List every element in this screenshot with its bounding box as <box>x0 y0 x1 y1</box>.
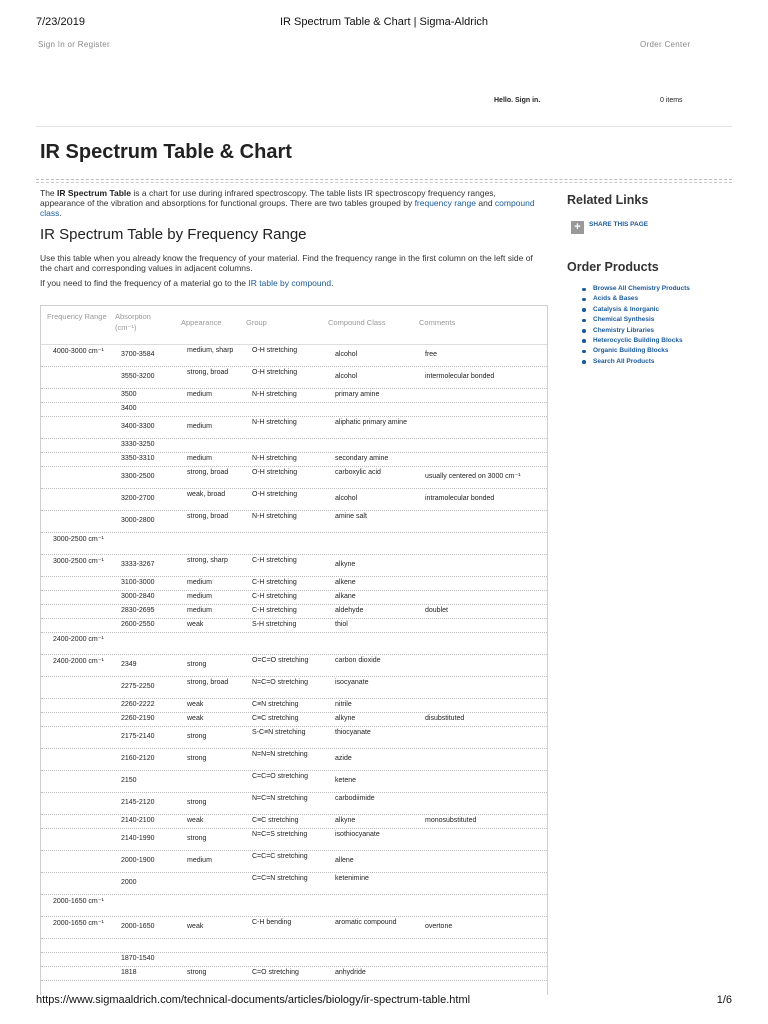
compound-class-cell: carbon dioxide <box>335 657 381 664</box>
frequency-range-cell: 2000-1650 cm⁻¹ <box>53 898 104 905</box>
table-row <box>41 366 547 389</box>
table-row <box>41 654 547 677</box>
order-products-item[interactable]: Heterocyclic Building Blocks <box>579 336 690 346</box>
appearance-cell: medium <box>187 579 212 586</box>
table-row <box>41 618 547 633</box>
print-title: IR Spectrum Table & Chart | Sigma-Aldrich <box>279 16 489 28</box>
group-cell: O-H stretching <box>252 347 298 354</box>
table-row <box>41 894 547 917</box>
group-cell: N=C=S stretching <box>252 831 308 838</box>
absorption-cell: 3550-3200 <box>121 373 155 380</box>
header-appearance: Appearance <box>181 318 222 327</box>
absorption-cell: 2175-2140 <box>121 733 155 740</box>
order-center-link[interactable]: Order Center <box>640 40 691 49</box>
absorption-cell: 2150 <box>121 777 137 784</box>
group-cell: S-C≡N stretching <box>252 729 306 736</box>
absorption-cell: 3000-2800 <box>121 517 155 524</box>
table-row <box>41 814 547 829</box>
table-row <box>41 590 547 605</box>
group-cell: N=C=N stretching <box>252 795 308 802</box>
appearance-cell: medium <box>187 607 212 614</box>
signin-link[interactable]: Sign In or Register <box>38 40 110 49</box>
table-row <box>41 488 547 511</box>
table-row <box>41 402 547 417</box>
compound-class-cell: anhydride <box>335 969 366 976</box>
comments-cell: disubstituted <box>425 715 465 722</box>
table-row <box>41 676 547 699</box>
absorption-cell: 2000 <box>121 879 137 886</box>
appearance-cell: strong, broad <box>187 679 229 686</box>
absorption-cell: 1818 <box>121 969 137 976</box>
group-cell: C-H bending <box>252 919 292 926</box>
appearance-cell: weak, broad <box>187 491 226 498</box>
plus-icon[interactable]: + <box>571 221 584 234</box>
compound-class-cell: alcohol <box>335 351 358 358</box>
table-row <box>41 916 547 939</box>
share-page-link[interactable]: SHARE THIS PAGE <box>589 221 649 228</box>
frequency-range-cell: 4000-3000 cm⁻¹ <box>53 348 104 355</box>
group-cell: N-H stretching <box>252 513 297 520</box>
group-cell: N=C=O stretching <box>252 679 309 686</box>
compound-class-cell: aliphatic primary amine <box>335 419 407 426</box>
compound-note: If you need to find the frequency of a material go to the IR table by compound. <box>40 278 334 288</box>
hello-signin-link[interactable]: Hello. Sign in. <box>494 97 541 104</box>
absorption-cell: 2830-2695 <box>121 607 155 614</box>
appearance-cell: weak <box>187 715 204 722</box>
usage-paragraph: Use this table when you already know the frequency of your material. Find the frequency range in the first column on the left side of the chart and corresponding values in adjacent columns. <box>40 253 533 273</box>
compound-class-cell: thiocyanate <box>335 729 371 736</box>
order-products-list <box>579 284 690 367</box>
table-row <box>41 452 547 467</box>
title-divider-bottom <box>36 182 732 183</box>
table-row <box>41 554 547 577</box>
frequency-range-link[interactable]: frequency range <box>414 198 476 208</box>
group-cell: C=O stretching <box>252 969 299 976</box>
appearance-cell: weak <box>187 817 204 824</box>
compound-class-cell: allene <box>335 857 354 864</box>
comments-cell: overtone <box>425 923 453 930</box>
table-row <box>41 388 547 403</box>
comments-cell: monosubstituted <box>425 817 477 824</box>
table-row <box>41 770 547 793</box>
print-url[interactable]: https://www.sigmaaldrich.com/technical-documents/articles/biology/ir-spectrum-table.html <box>36 994 471 1006</box>
comments-cell: intramolecular bonded <box>425 495 495 502</box>
appearance-cell: medium <box>187 391 212 398</box>
appearance-cell: strong <box>187 733 207 740</box>
order-products-item[interactable]: Organic Building Blocks <box>579 346 690 356</box>
table-row <box>41 748 547 771</box>
appearance-cell: strong <box>187 799 207 806</box>
absorption-cell: 2160-2120 <box>121 755 155 762</box>
absorption-cell: 3330-3250 <box>121 441 155 448</box>
compound-class-cell: isocyanate <box>335 679 369 686</box>
group-cell: O-H stretching <box>252 491 298 498</box>
compound-class-link[interactable]: compound class <box>40 198 535 218</box>
print-page-number: 1/6 <box>716 994 732 1006</box>
group-cell: N-H stretching <box>252 455 297 462</box>
frequency-range-cell: 3000-2500 cm⁻¹ <box>53 536 104 543</box>
appearance-cell: strong <box>187 835 207 842</box>
group-cell: C-H stretching <box>252 593 297 600</box>
absorption-cell: 3700-3584 <box>121 351 155 358</box>
compound-class-cell: secondary amine <box>335 455 389 462</box>
compound-class-cell: carbodiimide <box>335 795 375 802</box>
table-row <box>41 698 547 713</box>
table-row <box>41 792 547 815</box>
absorption-cell: 2275-2250 <box>121 683 155 690</box>
absorption-cell: 2140-1990 <box>121 835 155 842</box>
related-links-title: Related Links <box>567 193 649 207</box>
compound-class-cell: ketene <box>335 777 357 784</box>
group-cell: C-H stretching <box>252 579 297 586</box>
group-cell: C=C=O stretching <box>252 773 309 780</box>
ir-table-by-compound-link[interactable]: IR table by compound <box>248 278 332 288</box>
table-row <box>41 576 547 591</box>
absorption-cell: 2260-2222 <box>121 701 155 708</box>
table-row <box>41 828 547 851</box>
comments-cell: free <box>425 351 438 358</box>
compound-class-cell: ketenimine <box>335 875 369 882</box>
group-cell: C≡C stretching <box>252 715 299 722</box>
compound-class-cell: nitrile <box>335 701 352 708</box>
table-row <box>41 344 547 367</box>
comments-cell: intermolecular bonded <box>425 373 495 380</box>
table-row <box>41 726 547 749</box>
absorption-cell: 2349 <box>121 661 137 668</box>
group-cell: S-H stretching <box>252 621 297 628</box>
absorption-cell: 3500 <box>121 391 137 398</box>
order-products-item[interactable]: Chemical Synthesis <box>579 315 690 325</box>
group-cell: C≡C stretching <box>252 817 299 824</box>
table-row <box>41 438 547 453</box>
compound-class-cell: alcohol <box>335 373 358 380</box>
absorption-cell: 1870-1540 <box>121 955 155 962</box>
absorption-cell: 3333-3267 <box>121 561 155 568</box>
group-cell: O=C=O stretching <box>252 657 309 664</box>
table-row <box>41 466 547 489</box>
appearance-cell: strong, broad <box>187 513 229 520</box>
appearance-cell: medium <box>187 455 212 462</box>
absorption-cell: 3200-2700 <box>121 495 155 502</box>
compound-class-cell: alkene <box>335 579 356 586</box>
cart-items-count[interactable]: 0 items <box>660 97 683 104</box>
compound-class-cell: primary amine <box>335 391 380 398</box>
compound-class-cell: thiol <box>335 621 348 628</box>
compound-class-cell: aromatic compound <box>335 919 397 926</box>
table-header <box>41 306 547 345</box>
comments-cell: usually centered on 3000 cm⁻¹ <box>425 473 521 480</box>
absorption-cell: 3400-3300 <box>121 423 155 430</box>
comments-cell: doublet <box>425 607 448 614</box>
appearance-cell: medium <box>187 857 212 864</box>
appearance-cell: strong <box>187 661 207 668</box>
group-cell: C=C=N stretching <box>252 875 308 882</box>
order-products-item[interactable]: Acids & Bases <box>579 294 690 304</box>
compound-class-cell: isothiocyanate <box>335 831 380 838</box>
ir-frequency-table <box>40 305 548 995</box>
table-row <box>41 604 547 619</box>
order-products-item[interactable]: Catalysis & Inorganic <box>579 305 690 315</box>
compound-class-cell: alkane <box>335 593 356 600</box>
absorption-cell: 2600-2550 <box>121 621 155 628</box>
group-cell: N-H stretching <box>252 419 297 426</box>
page-title: IR Spectrum Table & Chart <box>40 141 292 163</box>
absorption-cell: 2140-2100 <box>121 817 155 824</box>
table-row <box>41 632 547 655</box>
appearance-cell: strong <box>187 755 207 762</box>
print-date: 7/23/2019 <box>36 16 85 28</box>
absorption-cell: 3350-3310 <box>121 455 155 462</box>
intro-paragraph: The IR Spectrum Table is a chart for use during infrared spectroscopy. The table lists IR spectroscopy frequency ranges, appearance of the vibration and absorptions for functional groups. There are two tables grouped by frequency range and compound class. <box>40 188 535 218</box>
appearance-cell: medium <box>187 593 212 600</box>
table-row <box>41 416 547 439</box>
table-row <box>41 850 547 873</box>
compound-class-cell: azide <box>335 755 352 762</box>
header-group: Group <box>246 318 267 327</box>
header-absorption: Absorption (cm⁻¹) <box>115 312 151 332</box>
compound-class-cell: aldehyde <box>335 607 364 614</box>
appearance-cell: strong, sharp <box>187 557 228 564</box>
appearance-cell: medium <box>187 423 212 430</box>
appearance-cell: weak <box>187 621 204 628</box>
header-divider <box>36 126 732 127</box>
frequency-range-cell: 2400-2000 cm⁻¹ <box>53 636 104 643</box>
group-cell: N-H stretching <box>252 391 297 398</box>
compound-class-cell: amine salt <box>335 513 367 520</box>
section-title: IR Spectrum Table by Frequency Range <box>40 226 307 243</box>
group-cell: O-H stretching <box>252 369 298 376</box>
order-products-item[interactable]: Search All Products <box>579 357 690 367</box>
absorption-cell: 3000-2840 <box>121 593 155 600</box>
table-row <box>41 966 547 981</box>
compound-class-cell: carboxylic acid <box>335 469 381 476</box>
frequency-range-cell: 2000-1650 cm⁻¹ <box>53 920 104 927</box>
title-divider-top <box>36 179 732 180</box>
group-cell: C-H stretching <box>252 557 297 564</box>
compound-class-cell: alkyne <box>335 715 356 722</box>
absorption-cell: 2000-1650 <box>121 923 155 930</box>
table-row <box>41 532 547 555</box>
header-frequency-range: Frequency Range <box>47 312 107 321</box>
order-products-title: Order Products <box>567 260 659 274</box>
appearance-cell: strong, broad <box>187 369 229 376</box>
frequency-range-cell: 3000-2500 cm⁻¹ <box>53 558 104 565</box>
compound-class-cell: alkyne <box>335 817 356 824</box>
order-products-item[interactable]: Chemistry Libraries <box>579 326 690 336</box>
appearance-cell: weak <box>187 923 204 930</box>
appearance-cell: medium, sharp <box>187 347 234 354</box>
absorption-cell: 2260-2190 <box>121 715 155 722</box>
group-cell: C=C=C stretching <box>252 853 308 860</box>
absorption-cell: 2145-2120 <box>121 799 155 806</box>
compound-class-cell: alcohol <box>335 495 358 502</box>
table-row <box>41 952 547 967</box>
group-cell: C≡N stretching <box>252 701 299 708</box>
order-products-item[interactable]: Browse All Chemistry Products <box>579 284 690 294</box>
group-cell: C-H stretching <box>252 607 297 614</box>
table-row <box>41 938 547 953</box>
absorption-cell: 2000-1900 <box>121 857 155 864</box>
table-row <box>41 510 547 533</box>
frequency-range-cell: 2400-2000 cm⁻¹ <box>53 658 104 665</box>
absorption-cell: 3400 <box>121 405 137 412</box>
appearance-cell: strong, broad <box>187 469 229 476</box>
header-comments: Comments <box>419 318 456 327</box>
group-cell: O-H stretching <box>252 469 298 476</box>
absorption-cell: 3300-2500 <box>121 473 155 480</box>
header-compound-class: Compound Class <box>328 318 386 327</box>
compound-class-cell: alkyne <box>335 561 356 568</box>
table-row <box>41 872 547 895</box>
intro-bold-term: IR Spectrum Table <box>57 188 132 198</box>
appearance-cell: weak <box>187 701 204 708</box>
appearance-cell: strong <box>187 969 207 976</box>
group-cell: N=N=N stretching <box>252 751 308 758</box>
table-row <box>41 712 547 727</box>
absorption-cell: 3100-3000 <box>121 579 155 586</box>
